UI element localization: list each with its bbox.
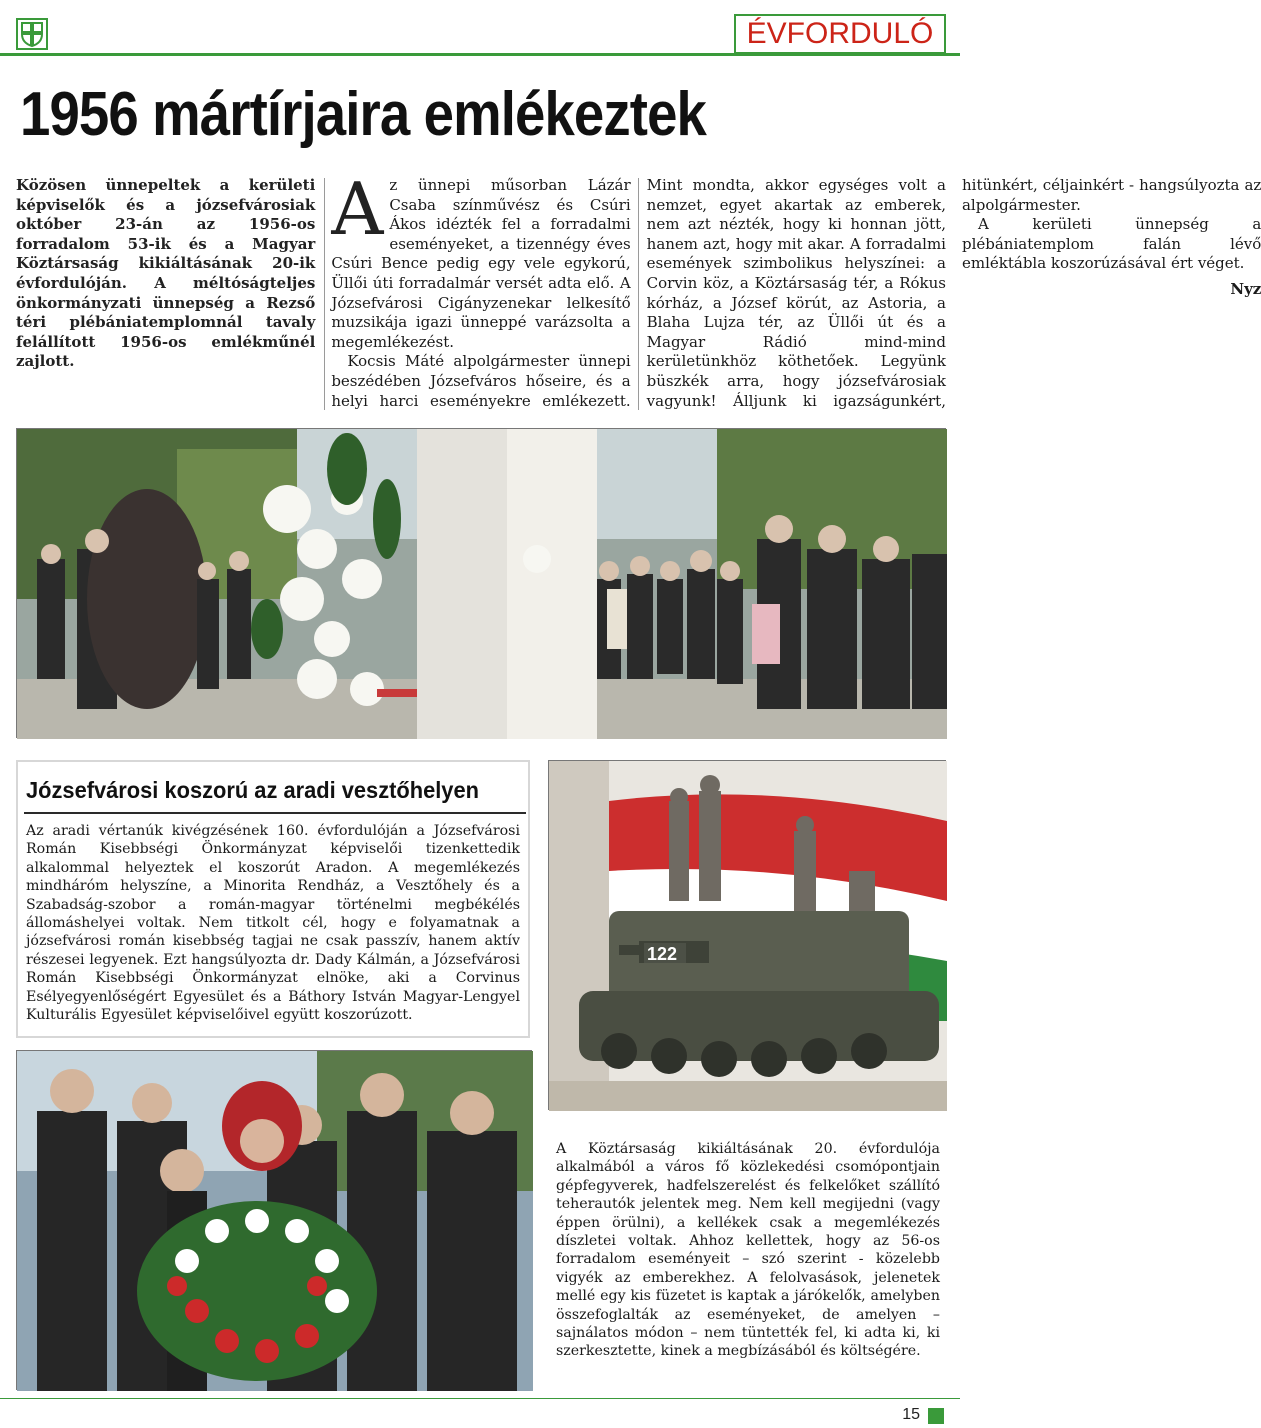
article-paragraph-2: Kocsis Máté alpolgármester ünnepi beszédében Józsefváros hőseire, és a helyi harci eseményekre emlékezett. Mint mondta, akkor egységes volt a nemzet, egyet akartak az emberek, nem azt nézték, hogy ki honnan jött, hanem azt, hogy mit akar. A forradalmi események szimbolikus helyszínei: a Corvin köz, a Köztársaság tér, a Rókus kórház, a József körút, az Astoria, a Blaha Lujza tér, az Üllői út és a Magyar Rádió mind-mind kerületünkhöz köthetőek. Legyünk büszkék arra, hogy józsefvárosiak vagyunk! Álljunk ki igazságunkért, hitünkért, céljainkért - hangsúlyozta az alpolgármester. xyxy=(331,176,1261,410)
tank-photo xyxy=(548,760,946,1110)
box-text: Az aradi vértanúk kivégzésének 160. évfordulóján a Józsefvárosi Román Kisebbségi Önkormányzat képviselői tizenkettedik alkalommal helyeztek el koszorút Aradon. A megemlékezés mindháróm helyszíne, a Minorita Rendház, a Vesztőhely és a Szabadság-szobor a román-magyar történelmi megbékélés állomáshelyei voltak. Nem titkolt cél, hogy e folyamatnak a józsefvárosi román kisebbség tagjai ne csak passzív, hanem aktív részesei legyenek. Ezt hangsúlyozta dr. Dady Kálmán, a Józsefvárosi Román Kisebbségi Önkormányzat elnöke, aki a Corvinus Esélyegyenlőségért Egyesület és a Báthory István Magyar-Lengyel Kulturális Egyesület képviselőivel együtt koszorúzott. xyxy=(26,823,520,1024)
wreath-photo xyxy=(16,1050,532,1390)
tank-caption: A Köztársaság kikiáltásának 20. évfordulója alkalmából a város fő közlekedési csomópontjain gépfegyverek, hadfelszerelést és felkelőket szállító teherautók jelentek meg. Nem kell megijedni (vagy éppen örülni), a kellékek csak a megemlékezés díszletei voltak. Ahhoz kellettek, hogy az 56-os forradalom eseményeit – szó szerint - közelebb vigyék az emberekhez. A felolvasások, jelenetek mellé egy kis füzetet is kaptak a járókelők, amelyben összefoglalták az eseményeket, de amelyen – sajnálatos módon – nem tüntették fel, ki adta ki, ki szerkesztette, kinek a megbízásából és költségére. xyxy=(556,1141,940,1360)
article-body xyxy=(16,167,1261,416)
box-title-rule xyxy=(24,812,526,814)
page-title: 1956 mártírjaira emlékeztek xyxy=(20,80,707,149)
article-paragraph-3: A kerületi ünnepség a plébániatemplom falán lévő emléktábla koszorúzásával ért véget. xyxy=(961,215,1261,273)
page-marker-icon xyxy=(928,1408,944,1424)
box-title: Józsefvárosi koszorú az aradi vesztőhelyen xyxy=(26,777,479,803)
footer-rule xyxy=(0,1398,960,1399)
article-lead: Közösen ünnepeltek a kerületi képviselők és a józsefvárosiak október 23-án az 1956-os forradalom 53-ik és a Magyar Köztársaság kikiáltásának 20-ik évfordulóján. A méltóságteljes önkormányzati ünnepség a Rezső téri plébániatemplomnál tavaly felállított 1956-os emlékműnél zajlott. xyxy=(16,176,316,371)
district-crest-icon xyxy=(16,18,48,50)
drop-cap: A xyxy=(331,167,384,251)
page-number: 15 xyxy=(902,1406,920,1423)
ceremony-photo xyxy=(16,428,946,738)
tank-number: 122 xyxy=(647,944,678,964)
author-signature: Nyz xyxy=(1230,279,1261,298)
section-label: ÉVFORDULÓ xyxy=(734,14,946,54)
article-paragraph-1: Az ünnepi műsorban Lázár Csaba színművész és Csúri Ákos idézték fel a forradalmi eseményeket, a tizennégy éves Csúri Bence pedig egy vele egykorú, Üllői úti forradalmár versét adta elő. A Józsefvárosi Cigányzenekar lelkesítő muzsikája igazi ünneppé varázsolta a megemlékezést. xyxy=(331,167,631,351)
